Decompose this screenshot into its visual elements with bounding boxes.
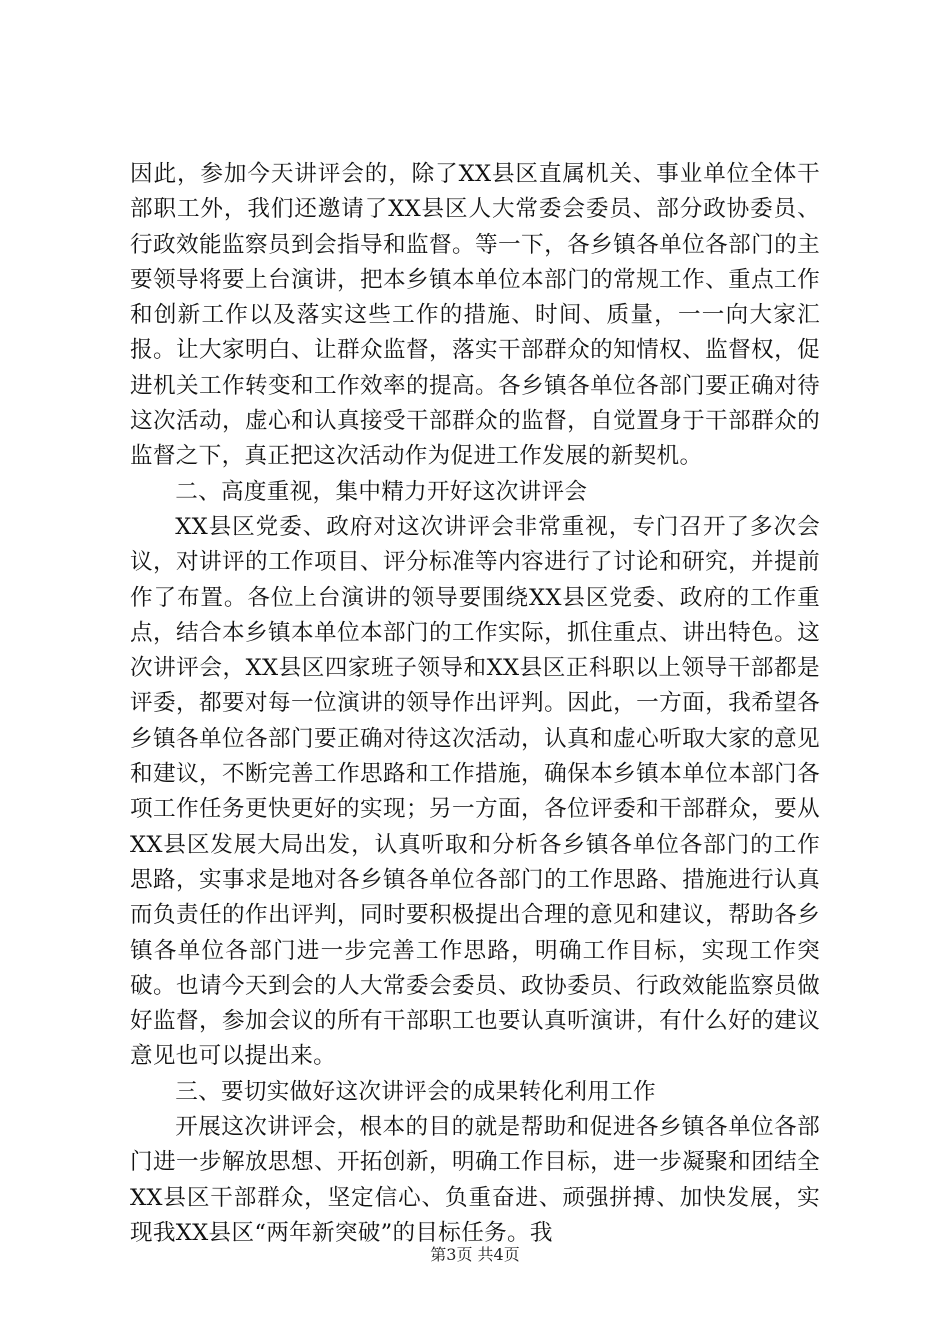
page-footer: 第3页 共4页 <box>430 1245 520 1264</box>
section-heading-2: 二、高度重视，集中精力开好这次讲评会 <box>175 478 588 505</box>
paragraph-section-2: XX县区党委、政府对这次讲评会非常重视，专门召开了多次会议，对讲评的工作项目、评分标准等内容进行了讨论和研究，并提前作了布置。各位上台演讲的领导要围绕XX县区党委、政府的工作重点，结合本乡镇本单位本部门的工作实际，抓住重点、讲出特色。这次讲评会，XX县区四家班子领导和XX县区正科职以上领导干部都是评委，都要对每一位演讲的领导作出评判。因此，一方面，我希望各乡镇各单位各部门要正确对待这次活动，认真和虚心听取大家的意见和建议，不断完善工作思路和工作措施，确保本乡镇本单位本部门各项工作任务更快更好的实现；另一方面，各位评委和干部群众，要从XX县区发展大局出发，认真听取和分析各乡镇各单位各部门的工作思路，实事求是地对各乡镇各单位各部门的工作思路、措施进行认真而负责任的作出评判，同时要积极提出合理的意见和建议，帮助各乡镇各单位各部门进一步完善工作思路，明确工作目标，实现工作突破。也请今天到会的人大常委会委员、政协委员、行政效能监察员做好监督，参加会议的所有干部职工也要认真听演讲，有什么好的建议意见也可以提出来。 <box>130 513 820 1070</box>
paragraph-section-3: 开展这次讲评会，根本的目的就是帮助和促进各乡镇各单位各部门进一步解放思想、开拓创新，明确工作目标，进一步凝聚和团结全XX县区干部群众，坚定信心、负重奋进、顽强拼搏、加快发展，实现我XX县区“两年新突破”的目标任务。我 <box>130 1114 820 1246</box>
document-body <box>130 157 820 1251</box>
paragraph-continuation: 因此，参加今天讲评会的，除了XX县区直属机关、事业单位全体干部职工外，我们还邀请了XX县区人大常委会委员、部分政协委员、行政效能监察员到会指导和监督。等一下，各乡镇各单位各部门的主要领导将要上台演讲，把本乡镇本单位本部门的常规工作、重点工作和创新工作以及落实这些工作的措施、时间、质量，一一向大家汇报。让大家明白、让群众监督，落实干部群众的知情权、监督权，促进机关工作转变和工作效率的提高。各乡镇各单位各部门要正确对待这次活动，虚心和认真接受干部群众的监督，自觉置身于干部群众的监督之下，真正把这次活动作为促进工作发展的新契机。 <box>130 161 820 470</box>
section-heading-3: 三、要切实做好这次讲评会的成果转化利用工作 <box>175 1078 656 1105</box>
